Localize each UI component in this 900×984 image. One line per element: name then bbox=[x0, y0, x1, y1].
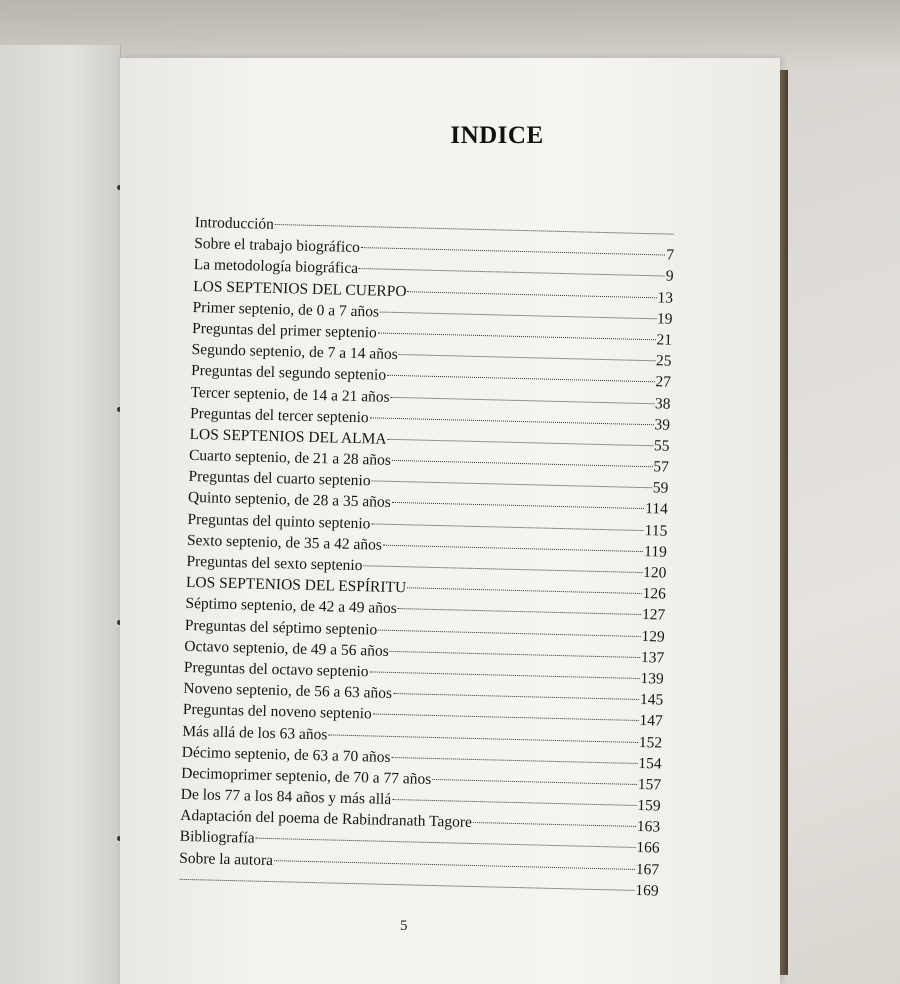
toc-entry-title: Más allá de los 63 años bbox=[182, 722, 328, 743]
toc-entry-page: 159 bbox=[637, 797, 661, 815]
toc-entry-title: Segundo septenio, de 7 a 14 años bbox=[191, 341, 398, 364]
toc-entry-page: 157 bbox=[637, 775, 662, 794]
toc-entry-title: Preguntas del cuarto septenio bbox=[188, 468, 371, 490]
toc-entry-title: Preguntas del octavo septenio bbox=[183, 658, 369, 681]
dot-leader bbox=[373, 713, 639, 721]
toc-entry-title: Preguntas del segundo septenio bbox=[190, 362, 387, 385]
toc-entry-title: Tercer septenio, de 14 a 21 años bbox=[190, 383, 390, 406]
toc-entry-title: Introducción bbox=[194, 213, 275, 233]
dot-leader bbox=[180, 878, 635, 891]
dot-leader bbox=[378, 331, 656, 340]
toc-entry-page: 19 bbox=[656, 310, 673, 328]
dot-leader bbox=[369, 670, 639, 679]
toc-entry-page: 120 bbox=[642, 564, 667, 582]
toc-entry-page: 129 bbox=[641, 627, 665, 646]
toc-entry-page: 57 bbox=[653, 458, 670, 476]
toc-entry-title: Bibliografía bbox=[179, 828, 255, 848]
dot-leader bbox=[393, 692, 639, 700]
toc-entry-page: 38 bbox=[654, 394, 671, 413]
dot-leader bbox=[388, 438, 653, 446]
dot-leader bbox=[256, 837, 636, 848]
toc-entry-page: 145 bbox=[639, 691, 664, 709]
dot-leader bbox=[328, 733, 638, 743]
dot-leader bbox=[371, 522, 643, 531]
dot-leader bbox=[361, 246, 666, 255]
toc-entry-title: Décimo septenio, de 63 a 70 años bbox=[181, 743, 391, 766]
toc-entry-title: Séptimo septenio, de 42 a 49 años bbox=[185, 595, 397, 618]
dot-leader bbox=[383, 544, 643, 552]
dot-leader bbox=[399, 353, 655, 361]
toc-entry-title: Preguntas del séptimo septenio bbox=[184, 616, 378, 639]
dot-leader bbox=[380, 310, 656, 319]
toc-entry-title: Adaptación del poema de Rabindranath Tagore bbox=[180, 807, 473, 832]
toc-entry-title: Primer septenio, de 0 a 7 años bbox=[192, 298, 380, 321]
left-page bbox=[0, 45, 121, 984]
toc-entry-page: 114 bbox=[644, 500, 669, 519]
toc-entry-title: LOS SEPTENIOS DEL CUERPO bbox=[192, 277, 407, 300]
dot-leader bbox=[359, 267, 665, 276]
toc-entry-page: 139 bbox=[640, 669, 664, 688]
toc-entry-title: Preguntas del noveno septenio bbox=[182, 701, 372, 723]
toc-entry-page: 127 bbox=[641, 606, 666, 624]
toc-entry-page: 115 bbox=[644, 521, 668, 540]
dot-leader bbox=[391, 756, 637, 764]
toc-entry-title: Quinto septenio, de 28 a 35 años bbox=[187, 489, 391, 512]
toc-entry-title: Preguntas del tercer septenio bbox=[189, 404, 369, 426]
dot-leader bbox=[432, 778, 637, 785]
dot-leader bbox=[408, 290, 657, 298]
toc-entry-title: Preguntas del quinto septenio bbox=[187, 510, 371, 533]
toc-entry-title: Preguntas del primer septenio bbox=[191, 319, 377, 342]
dot-leader bbox=[392, 501, 645, 509]
dot-leader bbox=[378, 628, 640, 636]
toc-entry-page: 167 bbox=[635, 860, 660, 879]
dot-leader bbox=[392, 798, 636, 806]
toc-entry-title: Sobre la autora bbox=[179, 849, 274, 869]
toc-entry-title: Noveno septenio, de 56 a 63 años bbox=[183, 679, 393, 703]
toc-entry-page: 59 bbox=[652, 479, 669, 497]
page-number: 5 bbox=[400, 918, 408, 934]
toc-entry-title: De los 77 a los 84 años y más allá bbox=[180, 785, 392, 809]
toc-entry-page: 13 bbox=[657, 288, 674, 307]
toc-entry-page: 21 bbox=[656, 331, 673, 349]
toc-entry-page: 163 bbox=[636, 818, 661, 836]
dot-leader bbox=[275, 223, 674, 235]
toc-entry-page: 119 bbox=[643, 542, 668, 561]
toc-entry-page: 126 bbox=[642, 585, 667, 603]
toc-entry-page: 152 bbox=[638, 733, 663, 752]
toc-entry-page: 169 bbox=[635, 881, 659, 900]
toc-entry-title: Sexto septenio, de 35 a 42 años bbox=[186, 531, 383, 554]
toc-entry-page: 27 bbox=[655, 373, 672, 391]
dot-leader bbox=[392, 459, 653, 467]
toc-entry-title: Preguntas del sexto septenio bbox=[186, 552, 363, 575]
toc-entry-title: La metodología biográfica bbox=[193, 256, 359, 278]
toc-entry-title: LOS SEPTENIOS DEL ESPÍRITU bbox=[185, 574, 407, 597]
table-of-contents bbox=[178, 212, 674, 902]
toc-entry-page: 9 bbox=[665, 267, 674, 286]
dot-leader bbox=[274, 859, 635, 870]
dot-leader bbox=[372, 480, 652, 489]
toc-entry-page: 154 bbox=[638, 754, 662, 773]
toc-entry-page: 166 bbox=[636, 839, 660, 857]
toc-entry-title: Cuarto septenio, de 21 a 28 años bbox=[188, 446, 392, 469]
toc-entry-page: 147 bbox=[639, 712, 663, 730]
dot-leader bbox=[387, 374, 654, 383]
toc-entry-page: 7 bbox=[666, 246, 675, 264]
toc-entry-page: 137 bbox=[640, 648, 665, 667]
dot-leader bbox=[391, 395, 654, 403]
dot-leader bbox=[473, 821, 636, 827]
dot-leader bbox=[398, 607, 641, 615]
dot-leader bbox=[407, 586, 641, 594]
toc-entry-page: 25 bbox=[655, 352, 672, 370]
dot-leader bbox=[370, 416, 654, 425]
toc-entry-title: Sobre el trabajo biográfico bbox=[194, 235, 361, 257]
toc-entry-page: 39 bbox=[654, 415, 671, 434]
toc-entry-title: Octavo septenio, de 49 a 56 años bbox=[184, 637, 390, 660]
toc-entry-page: 55 bbox=[653, 437, 670, 455]
toc-entry-title: LOS SEPTENIOS DEL ALMA bbox=[189, 425, 387, 448]
page-title: INDICE bbox=[450, 122, 544, 149]
dot-leader bbox=[363, 564, 642, 573]
dot-leader bbox=[390, 650, 640, 658]
toc-entry-title: Decimoprimer septenio, de 70 a 77 años bbox=[181, 764, 432, 788]
